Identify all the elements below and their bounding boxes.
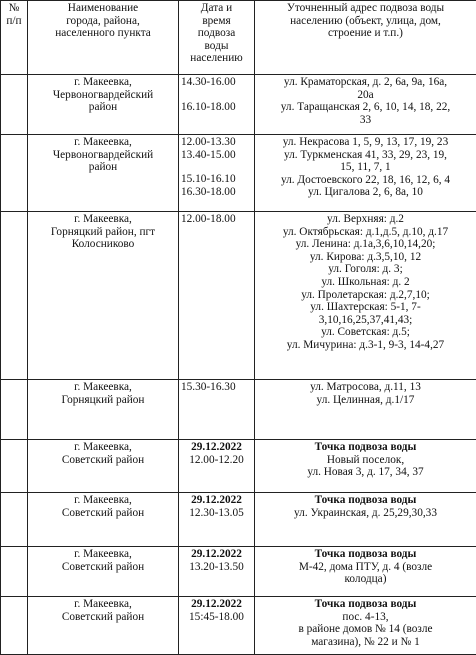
row-number-cell [1, 547, 28, 597]
header-time-line: подвоза [197, 27, 236, 40]
header-address-line: Уточненный адрес подвоза воды [286, 2, 445, 14]
time-range: 16.30-18.00 [181, 185, 236, 198]
address-line: пос. 4-13, [342, 610, 389, 623]
delivery-date: 29.12.2022 [191, 441, 242, 453]
address-cell [255, 440, 476, 493]
delivery-date: 29.12.2022 [191, 494, 242, 506]
time-cell [179, 440, 255, 493]
time-range: 12.30-13.05 [189, 506, 244, 519]
city-cell [28, 380, 179, 440]
time-range: 14.30-16.00 [181, 76, 236, 88]
address-line: ул. Шахтерская: 5-1, 7- [310, 301, 421, 314]
city-line: Червоногвардейский [52, 88, 154, 101]
address-cell [255, 75, 476, 135]
city-line: Советский район [61, 560, 145, 573]
water-point-title: Точка подвоза воды [314, 548, 417, 560]
delivery-date: 29.12.2022 [191, 598, 242, 610]
time-cell [179, 380, 255, 440]
city-line: район [88, 101, 118, 114]
table-row [1, 380, 476, 440]
header-address [255, 1, 476, 75]
city-line: Советский район [61, 610, 145, 623]
address-line: ул. Новая 3, д. 17, 34, 37 [307, 466, 424, 479]
table-row [1, 135, 476, 212]
city-line: район [88, 161, 118, 174]
address-line: ул. Школьная: д. 2 [321, 275, 410, 288]
city-line: г. Макеевка, [74, 136, 132, 148]
city-line: Советский район [61, 506, 145, 519]
time-range: 12.00-18.00 [181, 213, 236, 225]
city-line: Горняцкий район, пгт [50, 225, 156, 238]
city-line: Горняцкий район [61, 393, 145, 406]
row-number-cell [1, 75, 28, 135]
city-line: г. Макеевка, [74, 494, 132, 506]
time-cell [179, 547, 255, 597]
header-address-line: строение и т.п.) [328, 27, 403, 40]
header-city-line: населенного пункта [55, 27, 151, 40]
water-point-title: Точка подвоза воды [314, 441, 417, 453]
header-address-line: населению (объект, улица, дом, [290, 14, 441, 27]
address-line: ул. Пролетарская: д.2,7,10; [301, 288, 430, 301]
city-line: г. Макеевка, [74, 76, 132, 88]
city-line: г. Макеевка, [74, 548, 132, 560]
address-line: ул. Некрасова 1, 5, 9, 13, 17, 19, 23 [282, 136, 449, 148]
address-line: 3,10,16,25,37,41,43; [318, 313, 413, 326]
address-line: ул. Цигалова 2, 6, 8а, 10 [308, 186, 423, 199]
city-line: г. Макеевка, [74, 598, 132, 610]
city-line: Червоногвардейский [52, 148, 154, 161]
address-cell [255, 135, 476, 212]
address-line: 33 [359, 113, 372, 126]
table-header-row [1, 1, 476, 75]
city-cell [28, 493, 179, 547]
time-range: 12.00-12.20 [189, 453, 244, 466]
delivery-date: 29.12.2022 [191, 548, 242, 560]
city-cell [28, 547, 179, 597]
city-line: г. Макеевка, [74, 381, 132, 393]
time-range: 15.30-16.30 [181, 381, 236, 393]
city-cell [28, 597, 179, 655]
row-number-cell [1, 597, 28, 655]
time-cell [179, 135, 255, 212]
address-line: магазина), № 22 и № 1 [311, 635, 420, 648]
time-range: 15:45-18.00 [189, 610, 244, 623]
header-city-line: города, района, [66, 14, 140, 27]
address-line: ул. Мичурина: д.3-1, 9-3, 14-4,27 [286, 338, 445, 351]
header-city [28, 1, 179, 75]
address-line: ул. Кирова: д.3,5,10, 12 [309, 250, 422, 263]
city-cell [28, 440, 179, 493]
address-line: 20а [357, 88, 374, 101]
time-range: 15.10-16.10 [181, 173, 236, 186]
address-line: ул. Туркменская 41, 33, 29, 23, 19, [283, 148, 448, 161]
address-line: ул. Гоголя: д. 3; [328, 263, 403, 276]
city-line: г. Макеевка, [74, 213, 132, 225]
header-number-text: № п/п [6, 2, 22, 27]
time-cell [179, 212, 255, 380]
city-line: Колосниково [71, 238, 135, 251]
table-row [1, 547, 476, 597]
address-cell [255, 212, 476, 380]
header-time-line: воды [204, 39, 229, 52]
time-range: 13.20-13.50 [189, 560, 244, 573]
time-cell [179, 75, 255, 135]
row-number-cell [1, 380, 28, 440]
water-point-title: Точка подвоза воды [314, 598, 417, 610]
address-line: ул. Советская: д.5; [321, 326, 410, 339]
address-line: ул. Матросова, д.11, 13 [310, 381, 421, 393]
row-number-cell [1, 135, 28, 212]
address-cell [255, 547, 476, 597]
address-cell [255, 597, 476, 655]
city-cell [28, 135, 179, 212]
table-row [1, 75, 476, 135]
table-row [1, 493, 476, 547]
city-cell [28, 75, 179, 135]
address-line: ул. Целинная, д.1/17 [316, 393, 415, 406]
header-time-line: время [202, 14, 231, 27]
address-cell [255, 380, 476, 440]
address-line: ул. Краматорская, д. 2, 6а, 9а, 16а, [283, 76, 448, 88]
table-row [1, 597, 476, 655]
table-row [1, 440, 476, 493]
row-number-cell [1, 212, 28, 380]
address-line: 15, 11, 7, 1 [340, 161, 391, 174]
address-line: ул. Октябрьская: д.1,д.5, д.10, д.17 [282, 225, 449, 238]
address-line: ул. Достоевского 22, 18, 16, 12, 6, 4 [280, 173, 451, 186]
address-line: ул. Ленина: д.1а,3,6,10,14,20; [295, 238, 436, 251]
table-row [1, 212, 476, 380]
header-time-line: населению [190, 52, 243, 65]
header-city-line: Наименование [67, 2, 139, 14]
address-line: Новый поселок, [326, 453, 405, 466]
address-line: ул. Украинская, д. 25,29,30,33 [294, 506, 437, 519]
address-cell [255, 493, 476, 547]
address-line: колодца) [344, 573, 387, 586]
header-number [1, 1, 28, 75]
city-line: г. Макеевка, [74, 441, 132, 453]
header-time-line: Дата и [200, 2, 233, 14]
time-range: 13.40-15.00 [181, 148, 236, 161]
city-line: Советский район [61, 453, 145, 466]
address-line: в районе домов № 14 (возле [298, 623, 433, 636]
time-range: 16.10-18.00 [181, 100, 236, 113]
time-range: 12.00-13.30 [181, 136, 236, 148]
row-number-cell [1, 440, 28, 493]
header-time [179, 1, 255, 75]
time-cell [179, 597, 255, 655]
address-line: ул. Таращанская 2, 6, 10, 14, 18, 22, [280, 101, 451, 114]
address-line: М-42, дома ПТУ, д. 4 (возле [298, 560, 433, 573]
address-line: ул. Верхняя: д.2 [327, 213, 404, 225]
water-point-title: Точка подвоза воды [314, 494, 417, 506]
row-number-cell [1, 493, 28, 547]
city-cell [28, 212, 179, 380]
time-cell [179, 493, 255, 547]
